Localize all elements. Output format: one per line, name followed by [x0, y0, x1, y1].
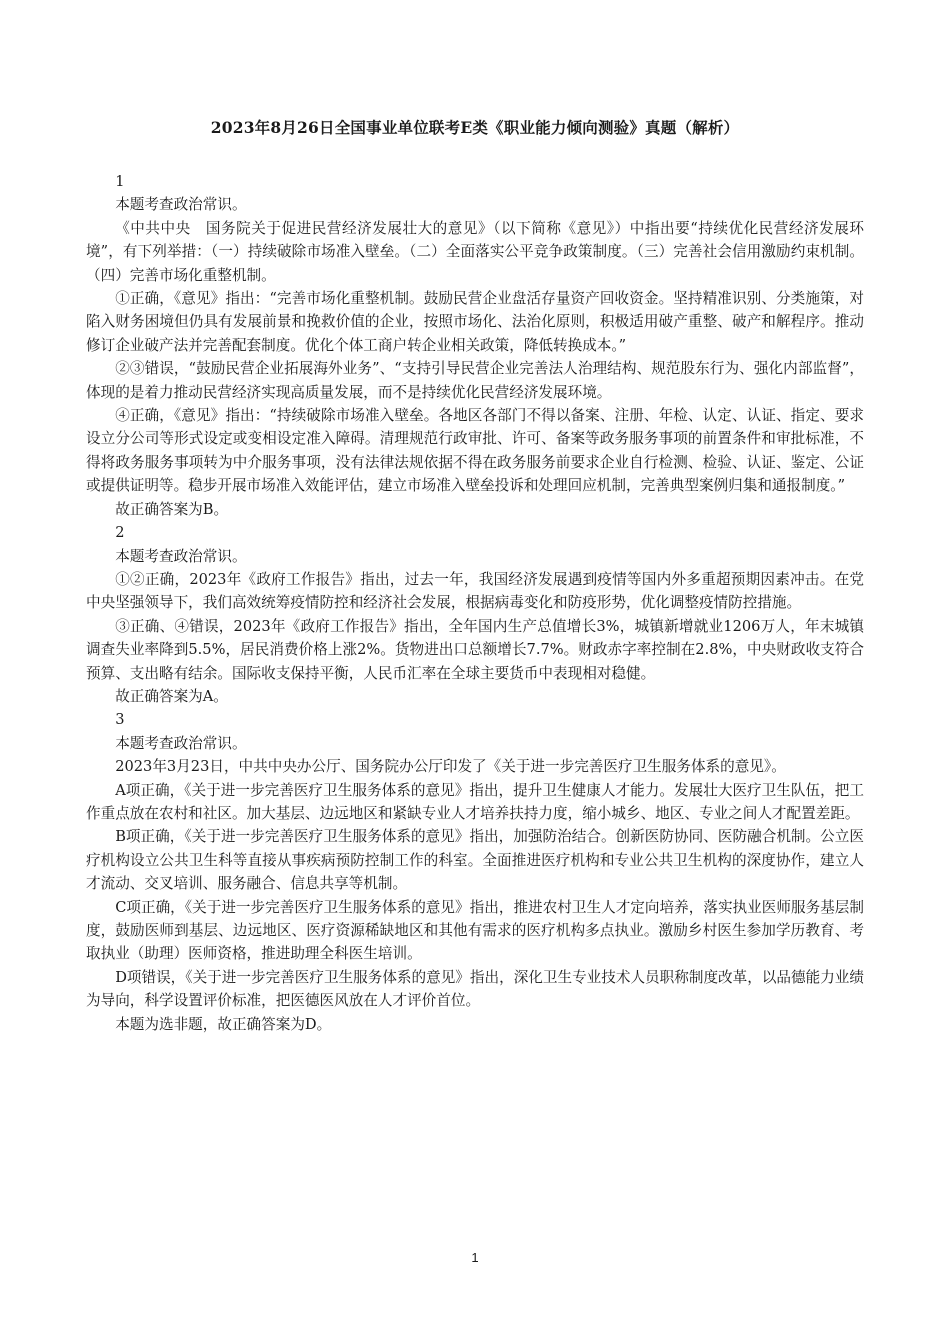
answer-line: 故正确答案为A。 — [115, 687, 228, 705]
question-number: 1 — [115, 173, 125, 190]
body-paragraph: 《中共中央 国务院关于促进民营经济发展壮大的意见》（以下简称《意见》）中指出要“持续优化民营经济发展环境”，有下列举措：（一）持续破除市场准入壁垒。（二）全面落实公平竞争政策制度。（三）完善社会信用激励约束机制。（四）完善市场化重整机制。 — [86, 219, 864, 284]
body-paragraph: ③正确、④错误，2023年《政府工作报告》指出，全年国内生产总值增长3%，城镇新增就业1206万人，年末城镇调查失业率降到5.5%，居民消费价格上涨2%。货物进出口总额增长7.7%。财政赤字率控制在2.8%，中央财政收支符合预算、支出略有结余。国际收支保持平衡，人民币汇率在全球主要货币中表现相对稳健。 — [86, 617, 864, 682]
body-paragraph: B项正确，《关于进一步完善医疗卫生服务体系的意见》指出，加强防治结合。创新医防协同、医防融合机制。公立医疗机构设立公共卫生科等直接从事疾病预防控制工作的科室。全面推进医疗机构和专业公共卫生机构的深度协作，建立人才流动、交叉培训、服务融合、信息共享等机制。 — [86, 828, 864, 893]
body-paragraph: 本题考查政治常识。 — [115, 734, 247, 752]
body-paragraph: 本题考查政治常识。 — [115, 547, 247, 565]
body-paragraph: D项错误，《关于进一步完善医疗卫生服务体系的意见》指出，深化卫生专业技术人员职称制度改革，以品德能力业绩为导向，科学设置评价标准，把医德医风放在人才评价首位。 — [86, 968, 864, 1010]
body-paragraph: 本题考查政治常识。 — [115, 196, 247, 214]
body-paragraph: ①②正确，2023年《政府工作报告》指出，过去一年，我国经济发展遇到疫情等国内外多重超预期因素冲击。在党中央坚强领导下，我们高效统筹疫情防控和经济社会发展，根据病毒变化和防疫形势，优化调整疫情防控措施。 — [86, 570, 864, 612]
question-number: 2 — [115, 524, 125, 542]
document-title: 2023年8月26日全国事业单位联考E类《职业能力倾向测验》真题（解析） — [210, 118, 740, 137]
answer-line: 本题为选非题，故正确答案为D。 — [115, 1015, 332, 1033]
body-paragraph: A项正确，《关于进一步完善医疗卫生服务体系的意见》指出，提升卫生健康人才能力。发展壮大医疗卫生队伍，把工作重点放在农村和社区。加大基层、边远地区和紧缺专业人才培养扶持力度，缩小城乡、地区、专业之间人才配置差距。 — [86, 781, 864, 822]
question-number: 3 — [115, 711, 125, 729]
body-paragraph: C项正确，《关于进一步完善医疗卫生服务体系的意见》指出，推进农村卫生人才定向培养，落实执业医师服务基层制度，鼓励医师到基层、边远地区、医疗资源稀缺地区和其他有需求的医疗机构多点执业。激励乡村医生参加学历教育、考取执业（助理）医师资格，推进助理全科医生培训。 — [86, 898, 864, 963]
body-paragraph: ①正确，《意见》指出：“完善市场化重整机制。鼓励民营企业盘活存量资产回收资金。坚持精准识别、分类施策，对陷入财务困境但仍具有发展前景和挽救价值的企业，按照市场化、法治化原则，积极适用破产重整、破产和解程序。推动修订企业破产法并完善配套制度。优化个体工商户转企业相关政策，降低转换成本。” — [86, 290, 864, 354]
body-paragraph: 2023年3月23日，中共中央办公厅、国务院办公厅印发了《关于进一步完善医疗卫生服务体系的意见》。 — [115, 758, 786, 776]
answer-line: 故正确答案为B。 — [115, 500, 229, 518]
page-number: 1 — [471, 1250, 479, 1265]
document-body — [86, 170, 864, 1036]
body-paragraph: ②③错误，“鼓励民营企业拓展海外业务”、“支持引导民营企业完善法人治理结构、规范股东行为、强化内部监督”，体现的是着力推动民营经济实现高质量发展，而不是持续优化民营经济发展环境。 — [86, 360, 864, 401]
body-paragraph: ④正确，《意见》指出：“持续破除市场准入壁垒。各地区各部门不得以备案、注册、年检、认定、认证、指定、要求设立分公司等形式设定或变相设定准入障碍。清理规范行政审批、许可、备案等政务服务事项的前置条件和审批标准，不得将政务服务事项转为中介服务事项，没有法律法规依据不得在政务服务前要求企业自行检测、检验、认证、鉴定、公证或提供证明等。稳步开展市场准入效能评估，建立市场准入壁垒投诉和处理回应机制，完善典型案例归集和通报制度。” — [86, 407, 864, 495]
